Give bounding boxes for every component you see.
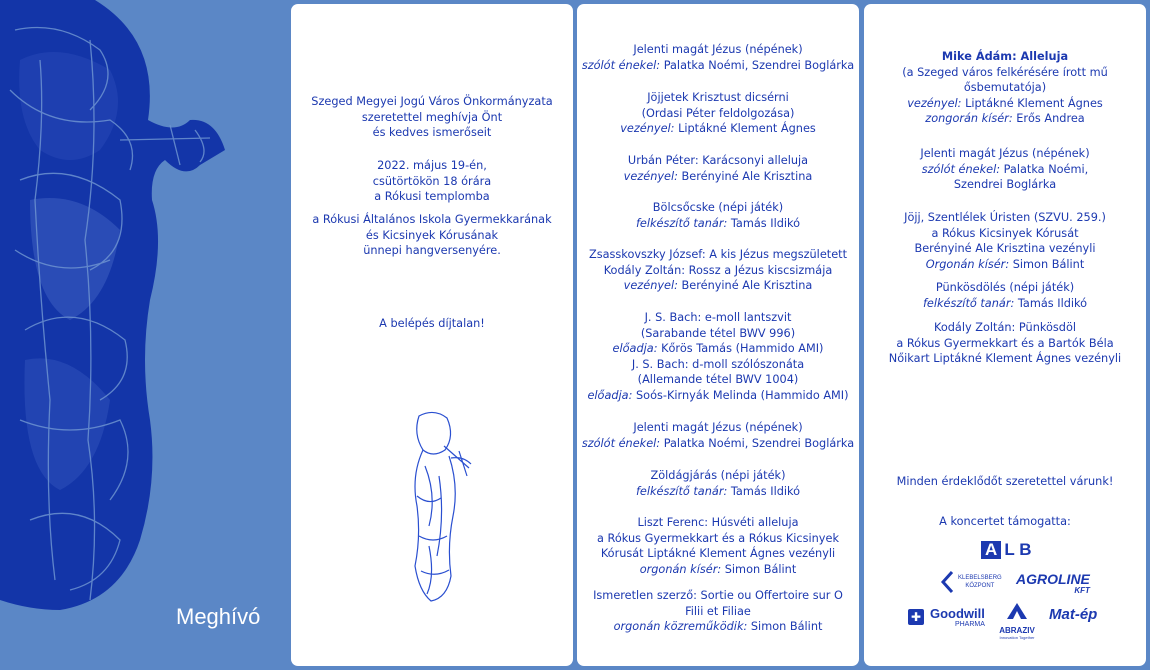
program-item: [577, 310, 859, 403]
program-item: [864, 320, 1146, 367]
piece-title: Pünkösdölés (népi játék): [935, 281, 1075, 294]
performer-line: [864, 111, 1146, 127]
piece-title: Ismeretlen szerző: Sortie ou Offertoire sur O: [593, 589, 843, 602]
performer-line: [864, 96, 1146, 112]
intro-line: és kedves ismerőseit: [372, 126, 492, 139]
program-item: [864, 280, 1146, 311]
performer-names: Liptákné Klement Ágnes: [965, 96, 1103, 110]
performer-names: Tamás Ildikó: [1017, 296, 1088, 310]
program-item: [577, 42, 859, 73]
free-entry-note: A belépés díjtalan!: [379, 317, 485, 330]
occasion-line: és Kicsinyek Kórusának: [365, 228, 499, 242]
performer-line: [577, 58, 859, 74]
performer-names: Tamás Ildikó: [730, 216, 801, 230]
movement-line: (Allemande tétel BWV 1004): [637, 373, 799, 386]
cover-title: Meghívó: [176, 604, 261, 629]
piece-title: Kodály Zoltán: Rossz a Jézus kiscsizmája: [603, 263, 833, 277]
role-label: vezényel:: [623, 279, 678, 292]
performer-line: [577, 169, 859, 185]
role-label: előadja:: [612, 342, 658, 355]
piece-title: Mike Ádám: Alleluja: [941, 50, 1069, 63]
abraziv-name: ABRAZIV: [999, 625, 1035, 635]
piece-title: Bölcsőcske (népi játék): [652, 201, 784, 214]
intro-line: szeretettel meghívja Önt: [361, 110, 503, 124]
role-label: szólót énekel:: [921, 162, 1001, 176]
piece-title: Jelenti magát Jézus (népének): [633, 421, 803, 434]
performer-names: Berényiné Ale Krisztina: [681, 279, 813, 292]
piece-title: Liszt Ferenc: Húsvéti alleluja: [637, 516, 799, 529]
performer-line: [864, 257, 1146, 273]
performer-line: a Rókus Gyermekkart és a Bartók Béla: [896, 336, 1114, 350]
time-line: csütörtökön 18 órára: [372, 174, 492, 188]
performer-line: [577, 436, 859, 452]
program-item: [577, 420, 859, 451]
performer-line: [577, 484, 859, 500]
performer-line: [577, 388, 859, 404]
performer-line: Kórusát Liptákné Klement Ágnes vezényli: [600, 547, 836, 560]
program-item: [864, 49, 1146, 127]
performer-names: Simon Bálint: [750, 620, 823, 633]
goodwill-line: Goodwill: [930, 606, 985, 621]
role-label: felkészítő tanár:: [635, 216, 728, 230]
klebelsberg-name: [958, 574, 1002, 590]
performer-names: Palatka Noémi, Szendrei Boglárka: [663, 58, 855, 72]
piece-title: Jelenti magát Jézus (népének): [633, 43, 803, 56]
piece-title: Jöjjetek Krisztust dicsérni: [647, 91, 789, 104]
piece-title: Zsasskovszky József: A kis Jézus megszületett: [588, 248, 848, 261]
performer-names: Szendrei Boglárka: [953, 178, 1057, 191]
program-item: [864, 146, 1146, 193]
matep-logo: Mat-ép: [1049, 606, 1098, 623]
abraziv-tagline: Innovation Together: [999, 634, 1035, 640]
role-label: felkészítő tanár:: [922, 296, 1015, 310]
role-label: orgonán közreműködik:: [613, 620, 748, 633]
date-line: 2022. május 19-én,: [377, 159, 487, 172]
occasion-line: a Rókusi Általános Iskola Gyermekkarának: [312, 213, 552, 226]
goodwill-line: PHARMA: [954, 621, 985, 628]
role-label: szólót énekel:: [581, 436, 661, 450]
piece-title: Jelenti magát Jézus (népének): [920, 147, 1090, 160]
performer-names: Palatka Noémi,: [1003, 162, 1089, 176]
program-item: [577, 153, 859, 184]
program-panel-2: [864, 4, 1146, 666]
program-item: [577, 90, 859, 137]
performer-names: Simon Bálint: [724, 562, 797, 576]
role-label: Orgonán kísér:: [925, 257, 1010, 271]
performer-line: a Rókus Kicsinyek Kórusát: [931, 226, 1079, 240]
program-item: [577, 588, 859, 635]
performer-names: Kőrös Tamás (Hammido AMI): [661, 342, 824, 355]
alb-logo-lb: L B: [1004, 540, 1032, 559]
performer-line: [577, 216, 859, 232]
role-label: felkészítő tanár:: [635, 484, 728, 498]
piece-title: Filii et Filiae: [685, 604, 751, 618]
performer-names: Liptákné Klement Ágnes: [678, 122, 816, 135]
cover-violinist-illustration: [0, 0, 287, 670]
program-panel-1: [577, 4, 859, 666]
program-item: [577, 247, 859, 294]
goodwill-mark-icon: ✚: [908, 609, 924, 625]
movement-line: (Sarabande tétel BWV 996): [640, 326, 796, 340]
klebelsberg-line: KÖZPONT: [965, 583, 995, 589]
invitation-intro: [291, 94, 573, 141]
role-label: vezényel:: [623, 169, 678, 183]
goodwill-name: [930, 607, 985, 629]
performer-line: [577, 562, 859, 578]
klebelsberg-mark-icon: [940, 571, 956, 593]
performer-line: [577, 121, 859, 137]
performer-names: Simon Bálint: [1012, 257, 1085, 271]
piece-title: Urbán Péter: Karácsonyi alleluja: [627, 154, 809, 167]
event-occasion: [291, 212, 573, 259]
piece-title: J. S. Bach: d-moll szólószonáta: [631, 357, 805, 371]
piece-title: Jöjj, Szentlélek Úristen (SZVU. 259.): [904, 211, 1106, 224]
occasion-line: ünnepi hangversenyére.: [363, 244, 501, 257]
event-date: [291, 158, 573, 205]
role-label: vezényel:: [620, 122, 675, 135]
performer-line: Nőikart Liptákné Klement Ágnes vezényli: [888, 352, 1122, 365]
role-label: előadja:: [587, 388, 633, 402]
performer-line: Berényiné Ale Krisztina vezényli: [914, 242, 1096, 255]
program-item: [864, 210, 1146, 272]
piece-title: Kodály Zoltán: Pünkösdöl: [933, 321, 1077, 334]
performer-line: [864, 296, 1146, 312]
alb-logo: [981, 541, 1032, 561]
role-label: orgonán kísér:: [639, 562, 722, 576]
agroline-suffix: KFT: [1074, 586, 1090, 595]
piece-title: J. S. Bach: e-moll lantszvit: [644, 311, 792, 324]
venue-line: a Rókusi templomba: [374, 190, 490, 203]
performer-names: Berényiné Ale Krisztina: [681, 169, 813, 183]
note-line: ősbemutatója): [963, 81, 1047, 94]
alb-logo-a: A: [981, 541, 1001, 559]
support-heading: A koncertet támogatta:: [939, 515, 1071, 528]
program-item: [577, 468, 859, 499]
role-label: szólót énekel:: [581, 58, 661, 72]
role-label: vezényel:: [907, 96, 962, 110]
violinist-sketch: [389, 406, 479, 606]
performer-line: [577, 619, 859, 635]
abraziv-mark-icon: [1006, 602, 1028, 620]
intro-line: Szeged Megyei Jogú Város Önkormányzata: [311, 95, 553, 108]
note-line: (a Szeged város felkérésére írott mű: [902, 65, 1108, 79]
agroline-logo: [1016, 572, 1090, 595]
performer-names: Palatka Noémi, Szendrei Boglárka: [663, 436, 855, 450]
welcome-text: Minden érdeklődőt szeretettel várunk!: [896, 475, 1114, 488]
piece-title: Zöldágjárás (népi játék): [650, 469, 786, 482]
performer-line: a Rókus Gyermekkart és a Rókus Kicsinyek: [596, 531, 839, 545]
cover-panel: [0, 0, 287, 670]
arrangement-line: (Ordasi Péter feldolgozása): [641, 106, 795, 120]
abraziv-logo: [992, 602, 1042, 640]
performer-line: [577, 278, 859, 294]
role-label: zongorán kísér:: [925, 112, 1013, 125]
performer-names: Soós-Kirnyák Melinda (Hammido AMI): [636, 388, 849, 402]
agroline-name: AGROLINE: [1016, 571, 1090, 587]
program-item: [577, 515, 859, 577]
klebelsberg-line: KLEBELSBERG: [958, 575, 1002, 581]
performer-line: [577, 341, 859, 357]
program-item: [577, 200, 859, 231]
invitation-panel: [291, 4, 573, 666]
performer-line: [864, 162, 1146, 178]
performer-names: Erős Andrea: [1016, 112, 1085, 125]
performer-names: Tamás Ildikó: [730, 484, 801, 498]
